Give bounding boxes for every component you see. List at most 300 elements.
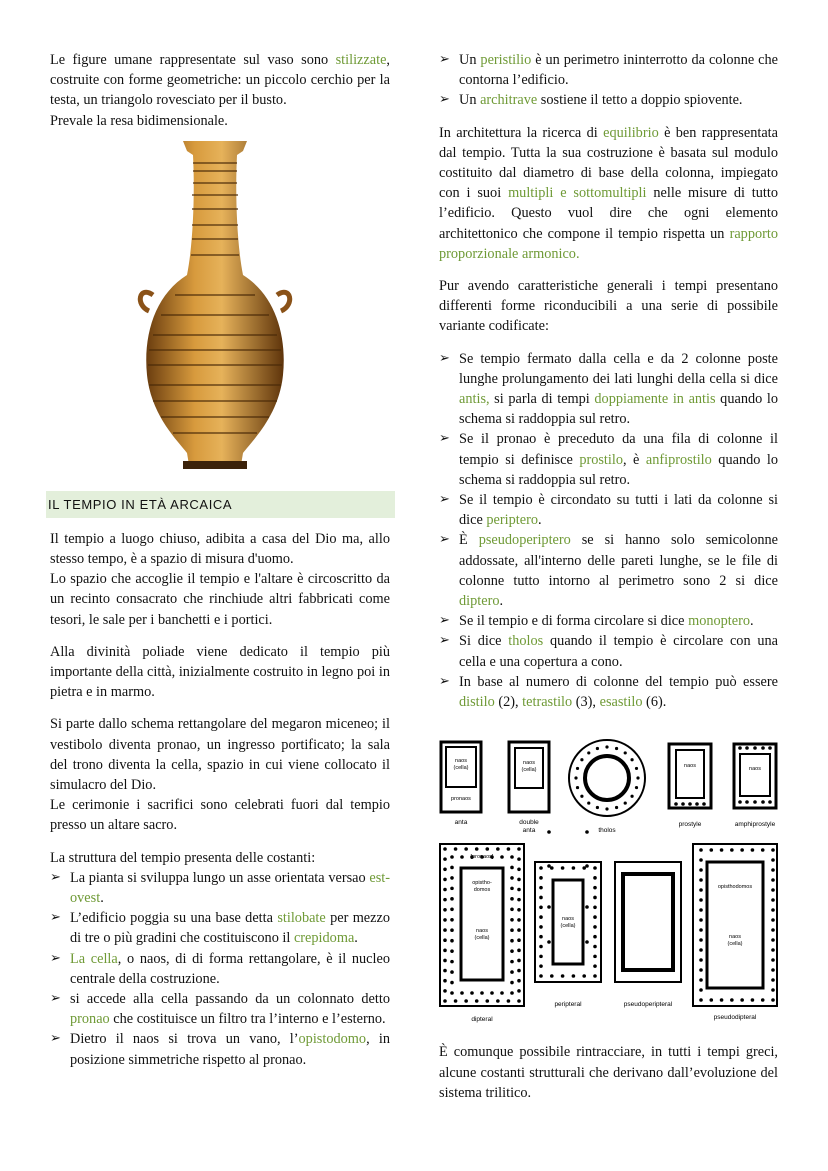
column-dot (771, 968, 775, 972)
column-dot (539, 916, 543, 920)
highlighted-term: monoptero (688, 613, 751, 630)
text-run: se si hanno solo semicolonne addossate, all'interno delle pareti lunghe, se le file di colonne tutto intorno al perimetro sono 2 si dice (459, 532, 778, 589)
column-dot (593, 906, 597, 910)
highlighted-term: periptero (486, 512, 538, 529)
column-dot (699, 948, 703, 952)
column-dot (699, 918, 703, 922)
geometric-vase-image (125, 135, 305, 475)
naos-label: naos (562, 916, 574, 923)
column-dot (699, 888, 703, 892)
column-dot (443, 908, 447, 912)
column-dot (485, 999, 489, 1003)
column-dot (688, 802, 692, 806)
column-dot (507, 847, 511, 851)
column-dot (720, 848, 724, 852)
text-run: (2), (494, 694, 523, 711)
list-item (439, 530, 778, 611)
column-dot (470, 991, 474, 995)
column-dot (585, 864, 589, 868)
column-dot (450, 960, 454, 964)
text-run: (6). (642, 694, 667, 711)
pronaos-label: [pronaos] (470, 854, 494, 861)
column-dot (699, 988, 703, 992)
text-run: . (100, 890, 104, 907)
column-dot (454, 999, 458, 1003)
cella-label: (cella) (727, 941, 743, 948)
column-dot (450, 897, 454, 901)
column-dot (596, 806, 599, 809)
column-dot (699, 858, 703, 862)
column-dot (539, 965, 543, 969)
naos-label: naos (684, 763, 696, 770)
text-run: Dietro il naos si trova un vano, l’ (70, 1031, 299, 1048)
highlighted-term: equilibrio (603, 124, 659, 141)
text-run: Se il pronao è preceduto da una fila di colonne il tempio si definisce (459, 431, 778, 468)
column-dot (738, 800, 742, 804)
column-dot (510, 960, 514, 964)
highlighted-term: doppiamente in antis (594, 391, 716, 408)
column-dot (699, 938, 703, 942)
column-dot (681, 802, 685, 806)
column-dot (576, 767, 579, 770)
text-run: nelle misure di tutto l’edificio. Questo vuol dire che ogni elemento architettonico che compone il tempio rispetta un (439, 185, 779, 242)
column-dot (699, 868, 703, 872)
text-run: Un (459, 52, 481, 68)
text-run: . (538, 512, 542, 529)
column-dot (539, 974, 543, 978)
column-dot (510, 991, 514, 995)
highlighted-term: rapporto proporzionale armonico. (439, 225, 778, 262)
list-item (439, 611, 778, 631)
opisthodomos-label: opisthodomos (717, 884, 753, 891)
column-dot (740, 998, 744, 1002)
column-dot (450, 918, 454, 922)
column-dot (480, 991, 484, 995)
column-dot (771, 928, 775, 932)
text-run: che costituisce un filtro tra l’interno e l’esterno. (109, 1011, 386, 1028)
column-dot (450, 971, 454, 975)
column-dot (539, 876, 543, 880)
text-run: si accede alla cella passando da un colonnato detto (70, 991, 390, 1008)
column-dot (539, 925, 543, 929)
highlighted-term: tetrastilo (522, 694, 573, 711)
column-dot (574, 777, 577, 780)
column-dot (593, 866, 597, 870)
text-run: è un perimetro ininterrotto da colonne che contorna l’edificio. (459, 52, 778, 89)
highlighted-term: esastilo (599, 694, 643, 711)
highlighted-term: pseudoperiptero (478, 532, 571, 549)
column-dot (443, 939, 447, 943)
text-run: per mezzo di tre o più gradini che costituiscono il (70, 910, 390, 947)
column-dot (450, 981, 454, 985)
column-dot (443, 898, 447, 902)
list-item (439, 672, 778, 712)
text-run: , in posizione simmetriche rispetto al pronao. (70, 1031, 390, 1068)
column-dot (730, 998, 734, 1002)
column-dot (761, 998, 765, 1002)
column-dot (517, 908, 521, 912)
column-dot (517, 929, 521, 933)
column-dot (753, 800, 757, 804)
temple-plans-diagram (439, 734, 779, 1034)
column-dot (517, 847, 521, 851)
column-dot (580, 795, 583, 798)
column-dot (615, 747, 618, 750)
column-dot (450, 950, 454, 954)
column-dot (507, 999, 511, 1003)
column-dot (699, 898, 703, 902)
column-dot (761, 800, 765, 804)
column-dot (771, 948, 775, 952)
column-dot (720, 998, 724, 1002)
list-item (439, 631, 778, 671)
column-dot (496, 847, 500, 851)
paragraph: Alla divinità poliade viene dedicato il tempio più importante della città, inizialmente costruito in legno poi in pietra e in marmo. (50, 643, 390, 701)
right-column (439, 50, 778, 1103)
column-dot (585, 830, 589, 834)
list-item (50, 908, 390, 948)
highlighted-term: prostilo (579, 451, 623, 468)
text-run: . (354, 930, 358, 947)
highlighted-term: architrave (480, 92, 538, 109)
column-dot (490, 991, 494, 995)
caption-pseudoperipteral: pseudoperipteral (623, 1001, 673, 1009)
column-dot (547, 905, 551, 909)
column-dot (699, 978, 703, 982)
column-dot (443, 847, 447, 851)
paragraph: La struttura del tempio presenta delle costanti: (50, 849, 316, 866)
column-dot (699, 998, 703, 1002)
column-dot (510, 866, 514, 870)
list-item (439, 349, 778, 430)
column-dot (699, 968, 703, 972)
column-dot (510, 971, 514, 975)
text-run: , o naos, di di forma rettangolare, è il nucleo centrale della costruzione. (70, 950, 390, 987)
intro-paragraph-2: Prevale la resa bidimensionale. (50, 112, 228, 129)
list-item (50, 1029, 390, 1069)
column-dot (699, 848, 703, 852)
paragraph: Si parte dallo schema rettangolare del megaron miceneo; il vestibolo diventa pronao, un ingresso portificato; la sala del trono diventa la cella, spazio in cui viene collocato il simulacro del Dio. (50, 716, 390, 794)
column-dot (517, 858, 521, 862)
column-dot (510, 855, 514, 859)
text-run: Si dice (459, 633, 509, 650)
caption-tholos: tholos (598, 827, 616, 835)
column-dot (576, 786, 579, 789)
bullet-list (50, 868, 390, 1070)
column-dot (475, 999, 479, 1003)
highlighted-term: crepidoma (293, 930, 355, 947)
section-heading: IL TEMPIO IN ETÀ ARCAICA (46, 491, 395, 518)
column-dot (596, 747, 599, 750)
column-dot (753, 746, 757, 750)
text-run: sostiene il tetto a doppio spiovente. (537, 92, 743, 109)
column-dot (496, 999, 500, 1003)
list-item (50, 989, 390, 1029)
column-dot (443, 868, 447, 872)
column-dot (745, 746, 749, 750)
column-dot (751, 848, 755, 852)
column-dot (443, 999, 447, 1003)
pronaos-label: pronaos (451, 796, 471, 803)
column-dot (771, 888, 775, 892)
column-dot (771, 918, 775, 922)
column-dot (450, 908, 454, 912)
column-dot (510, 897, 514, 901)
column-dot (771, 978, 775, 982)
cella-label: (cella) (560, 923, 576, 930)
column-dot (771, 878, 775, 882)
column-dot (450, 991, 454, 995)
column-dot (450, 876, 454, 880)
highlighted-term: distilo (459, 694, 495, 711)
column-dot (699, 928, 703, 932)
text-run: Se il tempio e di forma circolare si dice (459, 613, 689, 630)
text-run: è ben rappresentata dal tempio. Tutta la sua costruzione è basata sul modulo costituito dal diametro di base della colonna, impiegato con i suoi (439, 124, 778, 202)
text-run: , è (623, 451, 646, 468)
column-dot (699, 908, 703, 912)
column-dot (624, 752, 627, 755)
column-dot (593, 945, 597, 949)
caption-double-anta: anta (522, 827, 536, 835)
column-dot (768, 746, 772, 750)
column-dot (460, 855, 464, 859)
column-dot (475, 847, 479, 851)
paragraph: Le cerimonie i sacrifici sono celebrati fuori dal tempio presso un altare sacro. (50, 797, 390, 834)
column-dot (702, 802, 706, 806)
highlighted-term: pronao (70, 1011, 110, 1028)
column-dot (443, 918, 447, 922)
column-dot (550, 974, 554, 978)
column-dot (572, 974, 576, 978)
text-run: La pianta si sviluppa lungo un asse orientata versao (70, 869, 370, 886)
column-dot (771, 848, 775, 852)
column-dot (771, 958, 775, 962)
column-dot (593, 925, 597, 929)
column-dot (510, 876, 514, 880)
highlighted-term: antis, (459, 391, 490, 408)
column-dot (768, 800, 772, 804)
column-dot (517, 979, 521, 983)
column-dot (539, 935, 543, 939)
column-dot (443, 929, 447, 933)
column-dot (454, 847, 458, 851)
column-dot (443, 949, 447, 953)
column-dot (517, 868, 521, 872)
text-run: Un (459, 92, 481, 109)
column-dot (517, 949, 521, 953)
caption-dipteral: dipteral (471, 1016, 493, 1024)
column-dot (561, 866, 565, 870)
list-item (50, 868, 390, 908)
column-dot (593, 916, 597, 920)
column-dot (593, 965, 597, 969)
highlighted-term: multipli e sottomultipli (508, 185, 647, 202)
text-run: si parla di tempi (489, 391, 595, 408)
text-run: . (750, 613, 754, 630)
column-dot (510, 950, 514, 954)
column-dot (443, 888, 447, 892)
list-item (439, 429, 778, 490)
column-dot (517, 878, 521, 882)
column-dot (730, 848, 734, 852)
column-dot (593, 974, 597, 978)
column-dot (615, 806, 618, 809)
column-dot (517, 918, 521, 922)
column-dot (510, 929, 514, 933)
column-dot (500, 991, 504, 995)
column-dot (572, 866, 576, 870)
column-dot (464, 999, 468, 1003)
column-dot (460, 991, 464, 995)
caption-prostyle: prostyle (678, 821, 702, 829)
column-dot (517, 999, 521, 1003)
naos-label: naos (749, 766, 761, 773)
text-run: Se tempio fermato dalla cella e da 2 colonne poste lunghe prolungamento dei lati lunghi della cella si dice (459, 350, 778, 387)
column-dot (593, 886, 597, 890)
column-dot (517, 888, 521, 892)
cella-label: (cella) (521, 767, 537, 774)
column-dot (635, 786, 638, 789)
column-dot (585, 905, 589, 909)
column-dot (517, 959, 521, 963)
text-run: quando lo schema si raddoppia sul retro. (459, 451, 778, 488)
column-dot (771, 868, 775, 872)
column-dot (443, 989, 447, 993)
text-run: (3), (572, 694, 600, 711)
column-dot (605, 746, 608, 749)
list-item (50, 949, 390, 989)
column-dot (510, 887, 514, 891)
column-dot (450, 929, 454, 933)
column-dot (517, 939, 521, 943)
highlighted-term: La cella (70, 950, 118, 967)
column-dot (761, 746, 765, 750)
column-dot (771, 988, 775, 992)
column-dot (443, 858, 447, 862)
column-dot (539, 945, 543, 949)
text-run: È (459, 532, 479, 549)
column-dot (561, 974, 565, 978)
column-dot (539, 866, 543, 870)
column-dot (709, 998, 713, 1002)
column-dot (443, 979, 447, 983)
bullet-list (439, 50, 778, 111)
highlighted-term: stilobate (277, 910, 326, 927)
naos-label: naos (729, 934, 741, 941)
column-dot (751, 998, 755, 1002)
column-dot (593, 955, 597, 959)
column-dot (580, 758, 583, 761)
column-dot (738, 746, 742, 750)
column-dot (464, 847, 468, 851)
column-dot (443, 969, 447, 973)
column-dot (539, 955, 543, 959)
caption-anta: anta (454, 819, 468, 827)
list-item (439, 50, 778, 90)
column-dot (674, 802, 678, 806)
naos-label: naos (476, 928, 488, 935)
highlighted-term: stilizzate (335, 52, 387, 68)
paragraph (439, 123, 778, 264)
text-run: Le figure umane rappresentate sul vaso sono (50, 52, 336, 68)
text-run: In base al numero di colonne del tempio può essere (459, 673, 778, 690)
column-dot (517, 898, 521, 902)
column-dot (699, 958, 703, 962)
caption-amphiprostyle: amphiprostyle (734, 821, 776, 829)
paragraph: Pur avendo caratteristiche generali i tempi presentano differenti forme riconducibili a una serie di possibile variante codificate: (439, 278, 778, 335)
column-dot (587, 752, 590, 755)
column-dot (630, 758, 633, 761)
column-dot (771, 998, 775, 1002)
column-dot (510, 981, 514, 985)
highlighted-term: diptero (459, 593, 500, 610)
column-dot (630, 795, 633, 798)
column-dot (547, 940, 551, 944)
caption-peripteral: peripteral (554, 1001, 582, 1009)
column-dot (539, 906, 543, 910)
column-dot (699, 878, 703, 882)
list-item (439, 90, 778, 110)
column-dot (771, 908, 775, 912)
highlighted-term: opistodomo (298, 1031, 367, 1048)
text-run: Se il tempio è circondato su tutti i lati da colonne si dice (459, 492, 778, 529)
bullet-list (439, 349, 778, 713)
opistodomos-label: domos (473, 887, 491, 894)
text-run: L’edificio poggia su una base detta (70, 910, 278, 927)
column-dot (450, 855, 454, 859)
column-dot (500, 855, 504, 859)
column-dot (443, 959, 447, 963)
column-dot (510, 918, 514, 922)
caption-double-anta: double (519, 819, 539, 827)
cella-label: (cella) (474, 935, 490, 942)
column-dot (635, 767, 638, 770)
column-dot (771, 898, 775, 902)
column-dot (605, 808, 608, 811)
text-run: , costruite con forme geometriche: un piccolo cerchio per la testa, un triangolo rovesciato per il busto. (50, 52, 390, 109)
column-dot (593, 935, 597, 939)
text-run: In architettura la ricerca di (439, 124, 604, 141)
column-dot (624, 802, 627, 805)
column-dot (450, 887, 454, 891)
paragraph: Il tempio a luogo chiuso, adibita a casa del Dio ma, allo stesso tempo, è a spazio di misura d'uomo. (50, 530, 390, 568)
column-dot (593, 876, 597, 880)
naos-label: naos (455, 758, 467, 765)
column-dot (771, 858, 775, 862)
intro-paragraph (50, 50, 390, 111)
column-dot (582, 974, 586, 978)
caption-pseudodipteral: pseudodipteral (713, 1014, 757, 1022)
column-dot (547, 830, 551, 834)
list-item (439, 490, 778, 530)
column-dot (636, 777, 639, 780)
column-dot (740, 848, 744, 852)
highlighted-term: anfiprostilo (645, 451, 712, 468)
column-dot (709, 848, 713, 852)
column-dot (547, 864, 551, 868)
column-dot (761, 848, 765, 852)
text-run: quando il tempio è circolare con una cella e una copertura a cono. (459, 633, 778, 670)
column-dot (585, 940, 589, 944)
column-dot (450, 866, 454, 870)
column-dot (517, 989, 521, 993)
text-run: quando lo schema si raddoppia sul retro. (459, 391, 778, 428)
text-run: . (499, 593, 504, 610)
column-dot (593, 896, 597, 900)
column-dot (587, 802, 590, 805)
column-dot (539, 886, 543, 890)
left-column (50, 50, 390, 1070)
